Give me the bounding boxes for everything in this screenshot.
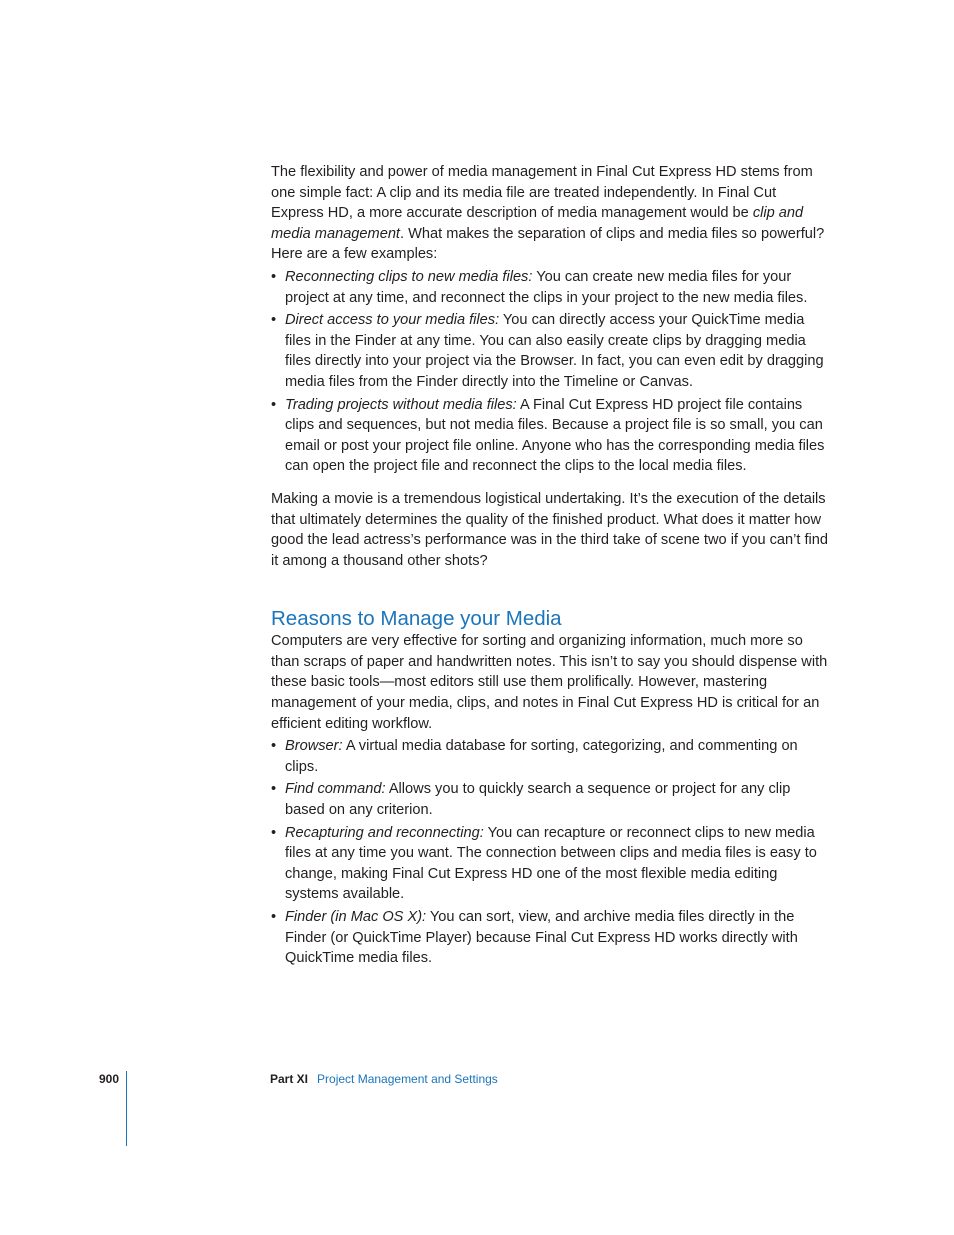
running-footer — [270, 1072, 498, 1086]
list-item — [271, 267, 831, 308]
bullet-term: Finder (in Mac OS X): — [285, 909, 427, 925]
bullet-term: Direct access to your media files: — [285, 312, 500, 329]
bullet-term: Find command: — [285, 781, 386, 798]
logistics-paragraph: Making a movie is a tremendous logistical undertaking. It’s the execution of the details that ultimately determines the quality of the finished product. What does it matter how good the lead actress’s performance was in the third take of scene two if you can’t find it among a thousand other shots? — [271, 490, 829, 569]
bullet-text: A virtual media database for sorting, categorizing, and commenting on clips. — [285, 738, 798, 775]
intro-bullet-list — [271, 267, 831, 477]
intro-text-end: . What makes the separation of clips and media files so powerful? Here are a few examples: — [271, 225, 825, 263]
bullet-text: You can directly access your QuickTime media files in the Finder at any time. You can also easily create clips by dragging media files directly into your project via the Browser. In fact, you can even edit by dragging media files from the Finder directly into the Timeline or Canvas. — [285, 312, 824, 390]
bullet-text: You can create new media files for your project at any time, and reconnect the clips in your project to the new media files. — [285, 268, 808, 306]
bullet-icon: • — [271, 909, 277, 925]
bullet-icon: • — [271, 268, 277, 285]
bullet-term: Trading projects without media files: — [285, 396, 517, 413]
part-title: Project Management and Settings — [317, 1072, 498, 1086]
bullet-term: Reconnecting clips to new media files: — [285, 268, 533, 285]
spacer — [271, 479, 831, 489]
page-content — [271, 162, 831, 971]
bullet-icon: • — [271, 738, 277, 755]
list-item — [271, 779, 831, 820]
bullet-text: Allows you to quickly search a sequence or project for any clip based on any criterion. — [285, 781, 791, 819]
page-number: 900 — [99, 1072, 120, 1086]
bullet-term: Recapturing and reconnecting: — [285, 824, 484, 841]
bullet-text: You can recapture or reconnect clips to new media files at any time you want. The connection between clips and media files is easy to change, making Final Cut Express HD one of the most flexible media editing systems available. — [285, 824, 817, 903]
section-paragraph: Computers are very effective for sorting and organizing information, much more so than scraps of paper and handwritten notes. This isn’t to say you should dispense with these basic tools—most editors still use them prolifically. However, mastering management of your media, clips, and notes in Final Cut Express HD is critical for an efficient editing workflow. — [271, 633, 828, 732]
bullet-text: A Final Cut Express HD project file contains clips and sequences, but not media files. Because a project file is so small, you can email or post your project file online. Anyone who has the corresponding media files can open the project file and reconnect the clips to the local media files. — [285, 396, 825, 475]
section-heading: Reasons to Manage your Media — [271, 607, 562, 631]
footer-divider — [126, 1071, 127, 1146]
bullet-icon: • — [271, 781, 277, 798]
list-item — [271, 395, 831, 477]
list-item — [271, 907, 831, 969]
list-item — [271, 823, 831, 905]
bullet-text: You can sort, view, and archive media files directly in the Finder (or QuickTime Player) because Final Cut Express HD works directly with QuickTime media files. — [285, 909, 798, 967]
intro-emphasis: clip and media management — [271, 205, 804, 242]
bullet-icon: • — [271, 396, 277, 413]
list-item — [271, 310, 831, 392]
bullet-icon: • — [271, 824, 277, 841]
section-bullet-list — [271, 736, 831, 969]
intro-paragraph — [271, 162, 831, 265]
part-label: Part XI — [270, 1072, 309, 1086]
list-item — [271, 736, 831, 777]
intro-text-start: The flexibility and power of media management in Final Cut Express HD stems from one simple fact: A clip and its media file are treated independently. In Final Cut Express HD, a more accurate description of media management would be — [271, 164, 813, 222]
bullet-icon: • — [271, 312, 277, 329]
bullet-term: Browser: — [285, 738, 343, 755]
